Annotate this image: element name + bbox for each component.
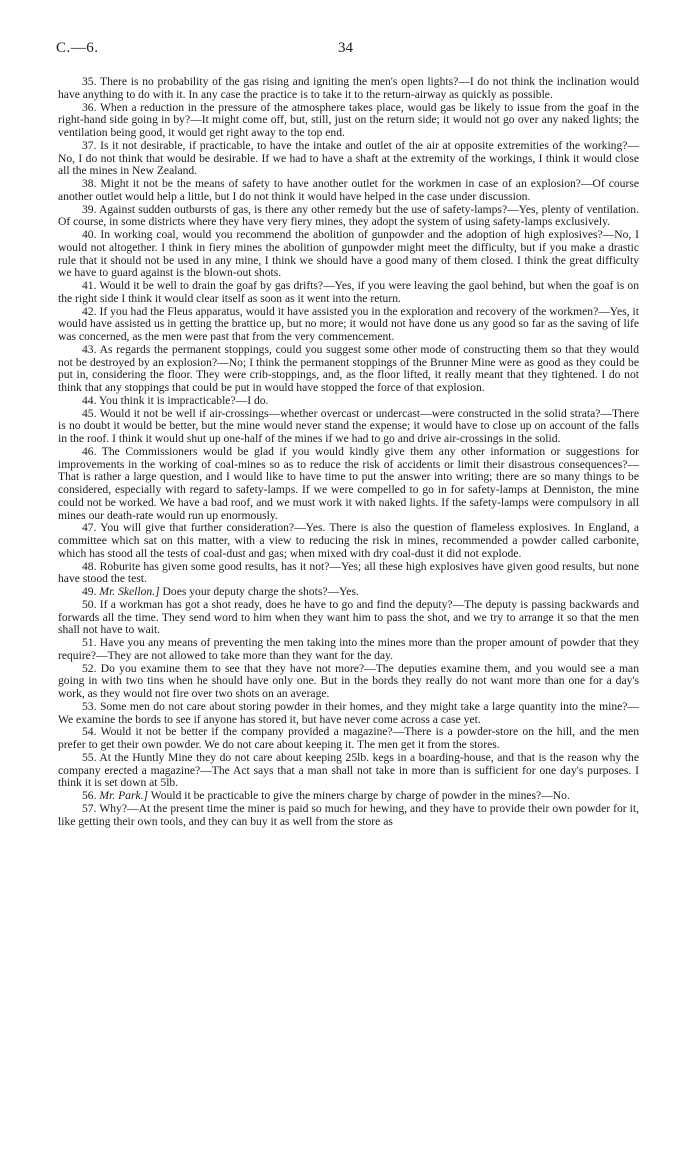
question-52: 52. Do you examine them to see that they have not more?—The deputies examine them, and you would see a man going in with two tins when he should have only one. But in the bords they really do not want more than one for a day's work, as they would not fire over two shots on an average. bbox=[58, 661, 639, 700]
question-36: 36. When a reduction in the pressure of the atmosphere takes place, would gas be likely to issue from the goaf in the right-hand side going in by?—It might come off, but, still, just on the return side; it would not go over any naked lights; the ventilation being good, it would get right away to the top end. bbox=[58, 100, 639, 139]
question-56 bbox=[58, 790, 639, 803]
question-41: 41. Would it be well to drain the goaf by gas drifts?—Yes, if you were leaving the gaol behind, but when the goaf is on the right side I think it would clear itself as soon as it went into the return. bbox=[58, 279, 639, 305]
question-54: 54. Would it not be better if the company provided a magazine?—There is a powder-store on the hill, and the men prefer to get their own powder. We do not care about keeping it. The men get it from the stores. bbox=[58, 725, 639, 751]
document-body bbox=[58, 76, 639, 828]
speaker-name: Mr. Park.] bbox=[99, 789, 149, 802]
page-number: 34 bbox=[338, 40, 353, 56]
series-reference: C.—6. bbox=[56, 40, 99, 56]
question-57: 57. Why?—At the present time the miner is paid so much for hewing, and they have to provide their own powder for it, like getting their own tools, and they can buy it as well from the store as bbox=[58, 801, 639, 828]
question-44: 44. You think it is impracticable?—I do. bbox=[82, 393, 269, 407]
question-40: 40. In working coal, would you recommend the abolition of gunpowder and the adoption of high explosives?—No, I would not altogether. I think in fiery mines the abolition of gunpowder might meet the difficulty, but if you make a drastic rule that it should not be used in any mine, I think we should have a good many of them closed. I think the great difficulty we have to guard against is the blown-out shots. bbox=[58, 228, 639, 280]
question-38: 38. Might it not be the means of safety to have another outlet for the workmen in case of an explosion?—Of course another outlet would help a little, but I do not think it would have helped in the case under discussion. bbox=[58, 177, 639, 203]
question-45: 45. Would it not be well if air-crossings—whether overcast or undercast—were constructed in the solid strata?—There is no doubt it would be better, but the mine would never stand the expense; it would have to close up on account of the falls in the roof. I think it would shut up one-half of the mines if we had to go and drive air-crossings in the solid. bbox=[58, 406, 639, 445]
question-43: 43. As regards the permanent stoppings, could you suggest some other mode of constructing them so that they would not be destroyed by an explosion?—No; I think the permanent stoppings of the Brunner Mine were as good as they could be put in, considering the floor. They were crib-stoppings, and, as the floor lifted, it really meant that they tightened. I do not think that any stoppings that could be put in would have stopped the force of that explosion. bbox=[58, 342, 639, 394]
speaker-name: Mr. Skellon.] bbox=[99, 585, 160, 598]
question-53: 53. Some men do not care about storing powder in their homes, and they might take a large quantity into the mine?—We examine the bords to see if anyone has stored it, but have never come across a case yet. bbox=[58, 699, 639, 726]
question-51: 51. Have you any means of preventing the men taking into the mines more than the proper amount of powder that they require?—They are not allowed to take more than they want for the day. bbox=[58, 636, 639, 662]
question-55: 55. At the Huntly Mine they do not care about keeping 25lb. kegs in a boarding-house, and that is the reason why the company erected a magazine?—The Act says that a man shall not take in more than is sufficient for one day's purposes. I think it is set down at 5lb. bbox=[58, 750, 639, 790]
question-37: 37. Is it not desirable, if practicable, to have the intake and outlet of the air at opposite extremities of the working?—No, I do not think that would be desirable. If we had to have a shaft at the extremity of the workings, I think it would close all the mines in New Zealand. bbox=[58, 138, 639, 178]
question-number: 56. bbox=[82, 789, 97, 802]
page-header bbox=[0, 40, 700, 64]
question-number: 49. bbox=[82, 585, 97, 598]
question-text: Would it be practicable to give the miners charge by charge of powder in the mines?—No. bbox=[150, 789, 570, 802]
question-50: 50. If a workman has got a shot ready, does he have to go and find the deputy?—The deputy is passing backwards and forwards all the time. They send word to him when they want him to pass the shot, and we try to arrange it so that the men shall not have to wait. bbox=[58, 597, 639, 637]
question-42: 42. If you had the Fleus apparatus, would it have assisted you in the exploration and recovery of the workmen?—Yes, it would have assisted us in getting the brattice up, but no more; it would not have done us any good so far as the saving of life was concerned, as the men were past that from the very commencement. bbox=[58, 304, 639, 343]
question-47: 47. You will give that further consideration?—Yes. There is also the question of flameless explosives. In England, a committee which sat on this matter, with a view to reducing the risk in mines, recommended a powder called carbonite, which has stood all the tests of coal-dust and gas; when mixed with dry coal-dust it did not explode. bbox=[58, 521, 639, 560]
question-35: 35. There is no probability of the gas rising and igniting the men's open lights?—I do not think the inclination would have anything to do with it. In any case the practice is to take it to the return-airway as quickly as possible. bbox=[58, 75, 639, 101]
question-49 bbox=[58, 586, 639, 599]
question-48: 48. Roburite has given some good results, has it not?—Yes; all these high explosives have given good results, but none have stood the test. bbox=[58, 559, 639, 586]
question-39: 39. Against sudden outbursts of gas, is there any other remedy but the use of safety-lamps?—Yes, plenty of ventilation. Of course, in some districts where they have very fiery mines, they adopt the system of using safety-lamps exclusively. bbox=[58, 202, 639, 229]
question-46: 46. The Commissioners would be glad if you would kindly give them any other information or suggestions for improvements in the working of coal-mines so as to reduce the risk of accidents or limit their disastrous consequences?—That is rather a large question, and I would like to have time to put the answer into writing; there are so many things to be considered, especially with regard to safety-lamps. If we were compelled to go in for safety-lamps at Denniston, the mine could not be worked. We have a bad roof, and we must work it with naked lights. If the safety-lamps were compulsory in all mines our death-rate would run up enormously. bbox=[58, 444, 639, 522]
question-text: Does your deputy charge the shots?—Yes. bbox=[162, 585, 359, 598]
